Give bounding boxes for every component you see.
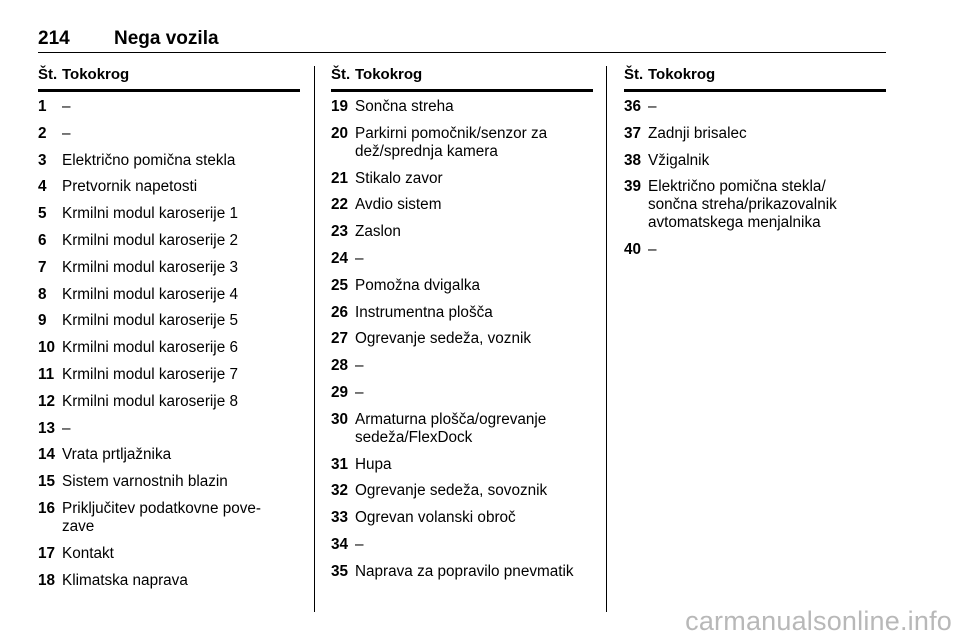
circuit-name: – [355,535,364,553]
fuse-number: 38 [624,151,642,169]
fuse-number: 30 [331,410,349,428]
circuit-name: – [355,357,364,375]
fuse-number: 36 [624,98,642,115]
circuit-name: Vžigalnik [648,151,710,169]
circuit-name: – [648,241,657,259]
table-row [38,205,300,223]
table-row [38,178,300,196]
circuit-name: Krmilni modul karoserije 3 [62,258,238,276]
table-row [38,125,300,143]
page-header [38,26,886,53]
table-row [331,456,593,474]
circuit-name: – [648,98,657,115]
circuit-name: Sončna streha [355,98,454,115]
header-circuit: Tokokrog [648,66,716,83]
circuit-name: Pretvornik napetosti [62,178,198,196]
table-rows [624,92,886,259]
circuit-name: Električno pomična stekla [62,151,236,169]
fuse-number: 21 [331,169,349,187]
fuse-number: 11 [38,365,55,383]
circuit-name: – [62,98,71,115]
fuse-number: 26 [331,303,349,321]
fuse-number: 20 [331,124,349,142]
fuse-number: 1 [38,98,47,115]
table-row [331,357,593,375]
table-row [38,232,300,250]
circuit-name: Ogrevanje sedeža, voznik [355,330,532,348]
table-header [624,66,886,92]
fuse-number: 23 [331,223,349,241]
circuit-name: Hupa [355,455,392,473]
fuse-number: 31 [331,455,349,473]
table-row [38,259,300,277]
table-row [331,411,593,447]
table-row [331,196,593,214]
header-number: Št. [38,66,58,83]
fuse-number: 7 [38,258,47,276]
fuse-number: 5 [38,205,47,223]
fuse-number: 10 [38,339,56,357]
circuit-name: – [62,124,71,142]
table-row [331,277,593,295]
fuse-number: 32 [331,482,349,500]
table-row [38,98,300,116]
circuit-name: Armaturna plošča/ogrevanje sedeža/FlexDock [355,410,547,446]
fuse-table-column-1 [38,66,300,598]
fuse-table-column-2 [331,66,593,590]
header-circuit: Tokokrog [355,66,423,83]
table-row [331,223,593,241]
fuse-number: 37 [624,124,642,142]
table-row [331,330,593,348]
fuse-number: 12 [38,392,56,410]
column-divider [314,66,315,612]
table-row [38,339,300,357]
fuse-number: 29 [331,383,349,401]
table-header [38,66,300,92]
fuse-number: 33 [331,509,349,527]
table-row [331,170,593,188]
circuit-name: Krmilni modul karoserije 6 [62,339,238,357]
watermark: carmanualsonline.info [685,606,952,636]
circuit-name: Klimatska naprava [62,571,188,589]
table-row [38,393,300,411]
table-row [38,473,300,491]
fuse-number: 39 [624,178,642,196]
fuse-number: 6 [38,231,47,249]
circuit-name: Zaslon [355,223,401,241]
fuse-number: 17 [38,544,56,562]
table-row [331,482,593,500]
fuse-number: 28 [331,357,349,375]
circuit-name: Krmilni modul karoserije 1 [62,205,238,223]
circuit-name: Vrata prtljažnika [62,446,172,464]
circuit-name: – [355,383,364,401]
circuit-name: Pomožna dvigalka [355,276,480,294]
table-rows [331,92,593,581]
fuse-number: 22 [331,196,349,214]
circuit-name: Krmilni modul karoserije 8 [62,392,238,410]
column-divider [606,66,607,612]
page-number: 214 [38,28,70,49]
table-row [38,366,300,384]
circuit-name: Stikalo zavor [355,169,443,187]
fuse-number: 13 [38,419,56,437]
fuse-number: 8 [38,285,47,303]
table-row [331,509,593,527]
circuit-name: Ogrevan volanski obroč [355,509,516,527]
table-row [624,125,886,143]
fuse-number: 34 [331,535,349,553]
fuse-table-column-3 [624,66,886,268]
fuse-number: 25 [331,276,349,294]
table-row [38,500,300,536]
fuse-number: 4 [38,178,47,196]
table-rows [38,92,300,590]
circuit-name: – [355,249,364,267]
table-row [38,572,300,590]
circuit-name: Zadnji brisalec [648,124,747,142]
header-number: Št. [624,66,644,83]
circuit-name: Naprava za popravilo pnevmatik [355,562,574,580]
circuit-name: Priključitev podatkovne pove- zave [62,499,261,535]
table-row [624,98,886,116]
fuse-number: 3 [38,151,47,169]
circuit-name: Kontakt [62,544,114,562]
page-title: Nega vozila [114,28,219,49]
table-row [38,545,300,563]
header-circuit: Tokokrog [62,66,130,83]
table-row [331,125,593,161]
table-row [331,536,593,554]
circuit-name: Krmilni modul karoserije 7 [62,365,238,383]
table-row [331,250,593,268]
circuit-name: Instrumentna plošča [355,303,493,321]
fuse-number: 40 [624,241,642,259]
fuse-number: 27 [331,330,349,348]
circuit-name: Ogrevanje sedeža, sovoznik [355,482,548,500]
table-row [624,152,886,170]
table-row [331,98,593,116]
header-number: Št. [331,66,351,83]
fuse-number: 18 [38,571,56,589]
table-row [331,304,593,322]
fuse-number: 2 [38,124,47,142]
circuit-name: Električno pomična stekla/ sončna streha/prikazovalnik avtomatskega menjalnika [648,178,837,232]
fuse-number: 14 [38,446,56,464]
table-row [38,420,300,438]
circuit-name: Krmilni modul karoserije 4 [62,285,238,303]
fuse-number: 35 [331,562,349,580]
table-header [331,66,593,92]
fuse-number: 16 [38,499,56,517]
table-row [38,286,300,304]
table-row [38,446,300,464]
table-row [38,312,300,330]
table-row [331,563,593,581]
fuse-number: 19 [331,98,349,115]
circuit-name: Parkirni pomočnik/senzor za dež/sprednja kamera [355,124,548,160]
circuit-name: Krmilni modul karoserije 2 [62,231,238,249]
table-row [38,152,300,170]
fuse-number: 15 [38,473,56,491]
table-row [331,384,593,402]
table-row [624,178,886,232]
fuse-number: 24 [331,249,349,267]
table-row [624,241,886,259]
fuse-number: 9 [38,312,47,330]
circuit-name: Krmilni modul karoserije 5 [62,312,238,330]
circuit-name: – [62,419,71,437]
circuit-name: Sistem varnostnih blazin [62,473,228,491]
circuit-name: Avdio sistem [355,196,442,214]
